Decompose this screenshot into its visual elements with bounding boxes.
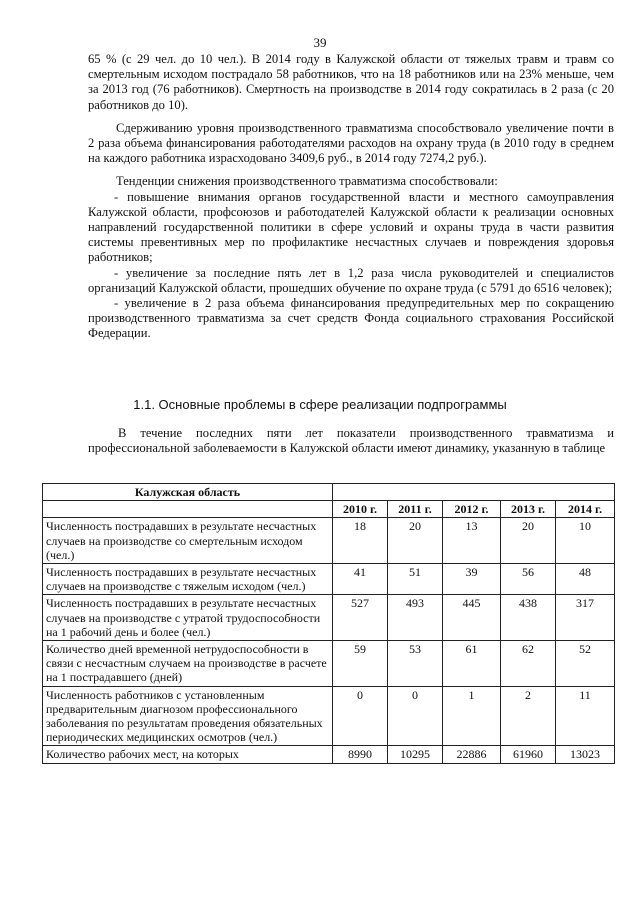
table-row bbox=[43, 595, 615, 641]
table-cell: 317 bbox=[556, 595, 615, 641]
table-cell: 438 bbox=[501, 595, 556, 641]
row-label: Численность пострадавших в результате несчастных случаев на производстве с утратой трудоспособности на 1 рабочий день и более (чел.) bbox=[43, 595, 333, 641]
table-cell: 61960 bbox=[501, 746, 556, 763]
table-cell: 13 bbox=[443, 518, 501, 564]
table-cell: 20 bbox=[501, 518, 556, 564]
table-cell: 8990 bbox=[333, 746, 388, 763]
body-text bbox=[88, 52, 614, 342]
table-row bbox=[43, 564, 615, 595]
table-cell: 39 bbox=[443, 564, 501, 595]
page-number: 39 bbox=[313, 35, 327, 50]
bullet-item: - повышение внимания органов государственной власти и местного самоуправления Калужской области, профсоюзов и работодателей Калужской области к реализации основных направлений государственной политики в сфере условий и охраны труда в части развития системы превентивных мер по профилактике несчастных случаев и повреждения здоровья работников; bbox=[88, 189, 614, 265]
table-cell: 53 bbox=[388, 641, 443, 687]
intro-paragraph: В течение последних пяти лет показатели производственного травматизма и профессиональной заболеваемости в Калужской области имеют динамику, указанную в таблице bbox=[88, 426, 614, 456]
table-cell: 2 bbox=[501, 686, 556, 746]
table-row bbox=[43, 518, 615, 564]
row-label: Численность работников с установленным предварительным диагнозом профессионального заболевания по результатам проведения обязательных периодических медицинских осмотров (чел.) bbox=[43, 686, 333, 746]
year-header: 2011 г. bbox=[388, 501, 443, 518]
empty-cell bbox=[43, 501, 333, 518]
year-header: 2013 г. bbox=[501, 501, 556, 518]
row-label: Численность пострадавших в результате несчастных случаев на производстве со смертельным исходом (чел.) bbox=[43, 518, 333, 564]
header-spacer bbox=[333, 484, 615, 501]
table-cell: 20 bbox=[388, 518, 443, 564]
paragraph: Тенденции снижения производственного травматизма способствовали: bbox=[116, 174, 498, 189]
table-header-row bbox=[43, 484, 615, 501]
table-cell: 1 bbox=[443, 686, 501, 746]
table-cell: 13023 bbox=[556, 746, 615, 763]
table-cell: 0 bbox=[388, 686, 443, 746]
table-cell: 18 bbox=[333, 518, 388, 564]
bullet-item: - увеличение за последние пять лет в 1,2 раза числа руководителей и специалистов организаций Калужской области, прошедших обучение по охране труда (с 5791 до 6516 человек); bbox=[88, 265, 614, 295]
table-cell: 10 bbox=[556, 518, 615, 564]
table-cell: 22886 bbox=[443, 746, 501, 763]
paragraph: Сдерживанию уровня производственного травматизма способствовало увеличение почти в 2 раза объема финансирования работодателями расходов на охрану труда (в 2010 году в среднем на каждого работника израсходовано 3409,6 руб., в 2014 году 7274,2 руб.). bbox=[88, 120, 614, 166]
table-cell: 0 bbox=[333, 686, 388, 746]
table-cell: 59 bbox=[333, 641, 388, 687]
paragraph: 65 % (с 29 чел. до 10 чел.). В 2014 году в Калужской области от тяжелых травм и травм со смертельным исходом пострадало 58 работников, что на 18 работников или на 23% меньше, чем за 2013 год (76 работников). Смертность на производстве в 2014 году сократилась в 2 раза (с 20 работников до 10). bbox=[88, 52, 614, 112]
table-cell: 445 bbox=[443, 595, 501, 641]
section-heading: 1.1. Основные проблемы в сфере реализации подпрограммы bbox=[133, 397, 507, 412]
table-cell: 56 bbox=[501, 564, 556, 595]
intro-text-block bbox=[88, 426, 614, 456]
table-cell: 527 bbox=[333, 595, 388, 641]
year-header: 2010 г. bbox=[333, 501, 388, 518]
year-header: 2014 г. bbox=[556, 501, 615, 518]
table-cell: 11 bbox=[556, 686, 615, 746]
row-label: Численность пострадавших в результате несчастных случаев на производстве с тяжелым исходом (чел.) bbox=[43, 564, 333, 595]
year-header-row bbox=[43, 501, 615, 518]
table-cell: 48 bbox=[556, 564, 615, 595]
table-cell: 62 bbox=[501, 641, 556, 687]
table-row bbox=[43, 746, 615, 763]
table-cell: 10295 bbox=[388, 746, 443, 763]
year-header: 2012 г. bbox=[443, 501, 501, 518]
table-cell: 41 bbox=[333, 564, 388, 595]
row-label: Количество дней временной нетрудоспособности в связи с несчастным случаем на производстве в расчете на 1 пострадавшего (дней) bbox=[43, 641, 333, 687]
table-row bbox=[43, 641, 615, 687]
table-cell: 493 bbox=[388, 595, 443, 641]
table-row bbox=[43, 686, 615, 746]
region-header: Калужская область bbox=[43, 484, 333, 501]
row-label: Количество рабочих мест, на которых bbox=[43, 746, 333, 763]
table-cell: 52 bbox=[556, 641, 615, 687]
statistics-table bbox=[42, 483, 615, 764]
table-cell: 61 bbox=[443, 641, 501, 687]
bullet-item: - увеличение в 2 раза объема финансирования предупредительных мер по сокращению производственного травматизма за счет средств Фонда социального страхования Российской Федерации. bbox=[88, 296, 614, 341]
table-cell: 51 bbox=[388, 564, 443, 595]
